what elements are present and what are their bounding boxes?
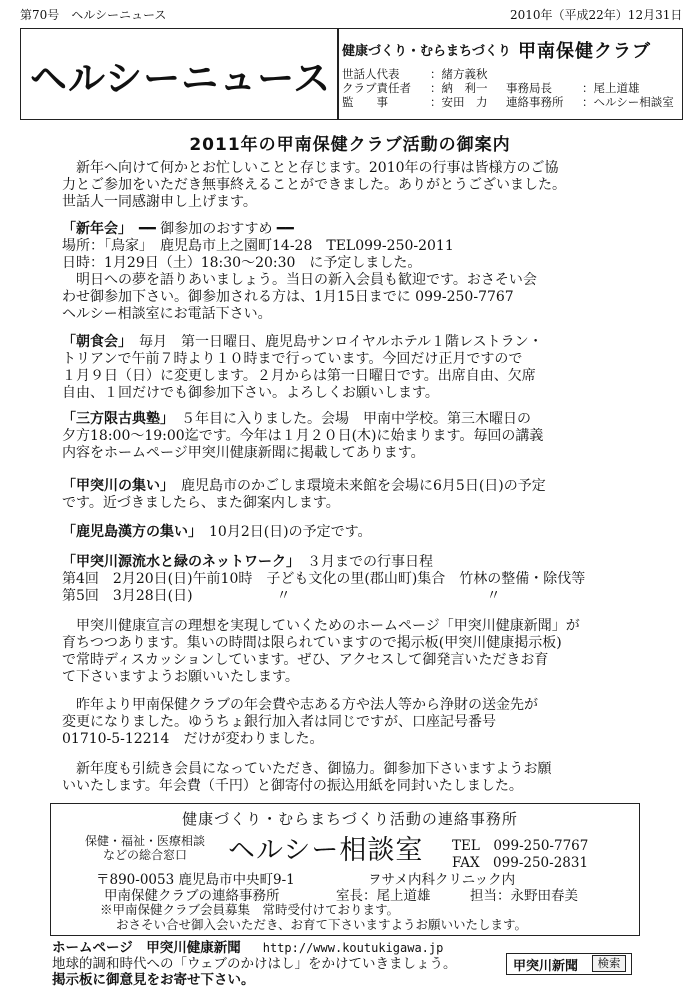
footer-homepage bbox=[52, 940, 443, 956]
section-kampo: 「鹿児島漢方の集い」 10月2日(日)の予定です。 bbox=[62, 524, 372, 540]
section-choshokukai: 「朝食会」 毎月 第一日曜日、鹿児島サンロイヤルホテル１階レストラン・ トリアンで午前７時より１０時まで行っています。今回だけ正月ですので １月９日（日）に変更します。２月からは第一日曜日です。出席自由、欠席 自由、１回だけでも御参加下さい。よろしくお願いします。 bbox=[62, 334, 543, 401]
fee-paragraph: 昨年より甲南保健クラブの年会費や志ある方や法人等から浄財の送金先が 変更になりました。ゆうちょ銀行加入者は同じですが、口座記号番号 01710-5-12214 だけが変わりました。 bbox=[62, 697, 538, 747]
search-keyword[interactable]: 甲突川新聞 bbox=[513, 959, 579, 974]
closing-paragraph: 新年度も引続き会員になっていただき、御協力。御参加下さいますようお願 いいたします。年会費（千円）と御寄付の振込用紙を同封いたしました。 bbox=[62, 761, 552, 794]
search-button[interactable]: 検索 bbox=[592, 955, 626, 972]
page-title: 2011年の甲南保健クラブ活動の御案内 bbox=[189, 135, 511, 155]
homepage-link[interactable]: http://www.koutukigawa.jp bbox=[262, 941, 444, 955]
section-shinnenkai: 「新年会」 ━━ 御参加のおすすめ ━━ 場所：「鳥家」 鹿児島市上之園町14-28 TEL099-250-2011 日時：1月29日（土）18:30～20:30 に予定しました。 明日への夢を語りあいましょう。当日の新入会員も歓迎です。おさそい会 わせ御参加下さい。御参加される方は、1月15日までに 099-250-7767 ヘルシー相談室にお電話下さい。 bbox=[62, 221, 537, 322]
contact-clinic: ヲサメ内科クリニック内 bbox=[368, 872, 516, 888]
staff-row: クラブ責任者 ：納 利一 bbox=[342, 81, 488, 95]
contact-staff: 担当：永野田春美 bbox=[470, 888, 578, 904]
section-sanpo: 「三方限古典塾」 ５年目に入りました。会場 甲南中学校。第三木曜日の 夕方18:00～19:00迄です。今年は１月２０日(木)に始まります。毎回の講義 内容をホームページ甲突川健康新聞に掲載してあります。 bbox=[62, 411, 544, 461]
staff-row: 連絡事務所 ：ヘルシー相談室 bbox=[506, 95, 674, 109]
footer-tagline: 地球的調和時代への「ウェブのかけはし」をかけていきましょう。 bbox=[52, 956, 457, 972]
section-title: 「甲突川の集い」 bbox=[62, 478, 167, 494]
issue-number: 第70号 ヘルシーニュース bbox=[20, 8, 167, 22]
section-title: 「三方限古典塾」 bbox=[62, 411, 167, 427]
contact-invite: おさそい合せ御入会いただき、お育て下さいますようお願いいたします。 bbox=[116, 917, 528, 932]
contact-title: 健康づくり・むらまちづくり活動の連絡事務所 bbox=[182, 810, 518, 828]
staff-list-right bbox=[506, 81, 674, 109]
header-divider bbox=[337, 28, 339, 120]
contact-chief: 室長：尾上道雄 bbox=[336, 888, 431, 904]
header-slogan: 健康づくり・むらまちづくり bbox=[342, 44, 511, 59]
contact-description: 保健・福祉・医療相談 などの総合窓口 bbox=[84, 834, 205, 862]
section-title: 「新年会」 bbox=[62, 221, 125, 237]
contact-recruit: ※甲南保健クラブ会員募集 常時受付けております。 bbox=[100, 902, 400, 917]
homepage-label: ホームページ 甲突川健康新聞 bbox=[52, 940, 241, 956]
section-kotsuki: 「甲突川の集い」 鹿児島市のかごしま環境未来館を会場に6月5日(日)の予定 です。近づきましたら、また御案内します。 bbox=[62, 478, 546, 511]
staff-row: 世話人代表 ：緒方義秋 bbox=[342, 67, 488, 81]
footer-board-note: 掲示板に御意見をお寄せ下さい。 bbox=[52, 972, 255, 988]
section-title: 「朝食会」 bbox=[62, 334, 125, 350]
contact-office-name: ヘルシー相談室 bbox=[228, 835, 424, 866]
section-title: 「鹿児島漢方の集い」 bbox=[62, 524, 195, 540]
contact-address: 〒890-0053 鹿児島市中央町9-1 bbox=[96, 872, 295, 888]
intro-paragraph: 新年へ向けて何かとお忙しいことと存じます。2010年の行事は皆様方のご協 力とご参加をいただき無事終えることができました。ありがとうございました。 世話人一同感謝申し上げます。 bbox=[62, 160, 566, 210]
issue-date: 2010年（平成22年）12月31日 bbox=[510, 8, 683, 22]
website-paragraph: 甲突川健康宣言の理想を実現していくためのホームページ「甲突川健康新聞」が 育ちつつあります。集いの時間は限られていますので掲示板(甲突川健康掲示板) で常時ディスカッションしています。ぜひ、アクセスして御発言いただきお育 て下さいますようお願いいたします。 bbox=[62, 618, 580, 685]
contact-fax: FAX 099-250-2831 bbox=[452, 855, 589, 871]
contact-office: 甲南保健クラブの連絡事務所 bbox=[104, 888, 280, 904]
club-name: 甲南保健クラブ bbox=[518, 41, 651, 62]
section-title: 「甲突川源流水と緑のネットワーク」 bbox=[62, 554, 293, 570]
section-subtitle: ━━ 御参加のおすすめ ━━ bbox=[139, 221, 294, 237]
staff-row: 事務局長 ：尾上道雄 bbox=[506, 81, 640, 95]
newsletter-logo: ヘルシーニュース bbox=[30, 57, 332, 100]
staff-row: 監 事 ：安田 力 bbox=[342, 95, 488, 109]
contact-tel: TEL 099-250-7767 bbox=[452, 838, 589, 854]
staff-list-left bbox=[342, 67, 488, 109]
section-network: 「甲突川源流水と緑のネットワーク」 ３月までの行事日程 第4回 2月20日(日)午前10時 子ども文化の里(郡山町)集合 竹林の整備・除伐等 第5回 3月28日(日) 〃 〃 bbox=[62, 554, 586, 604]
